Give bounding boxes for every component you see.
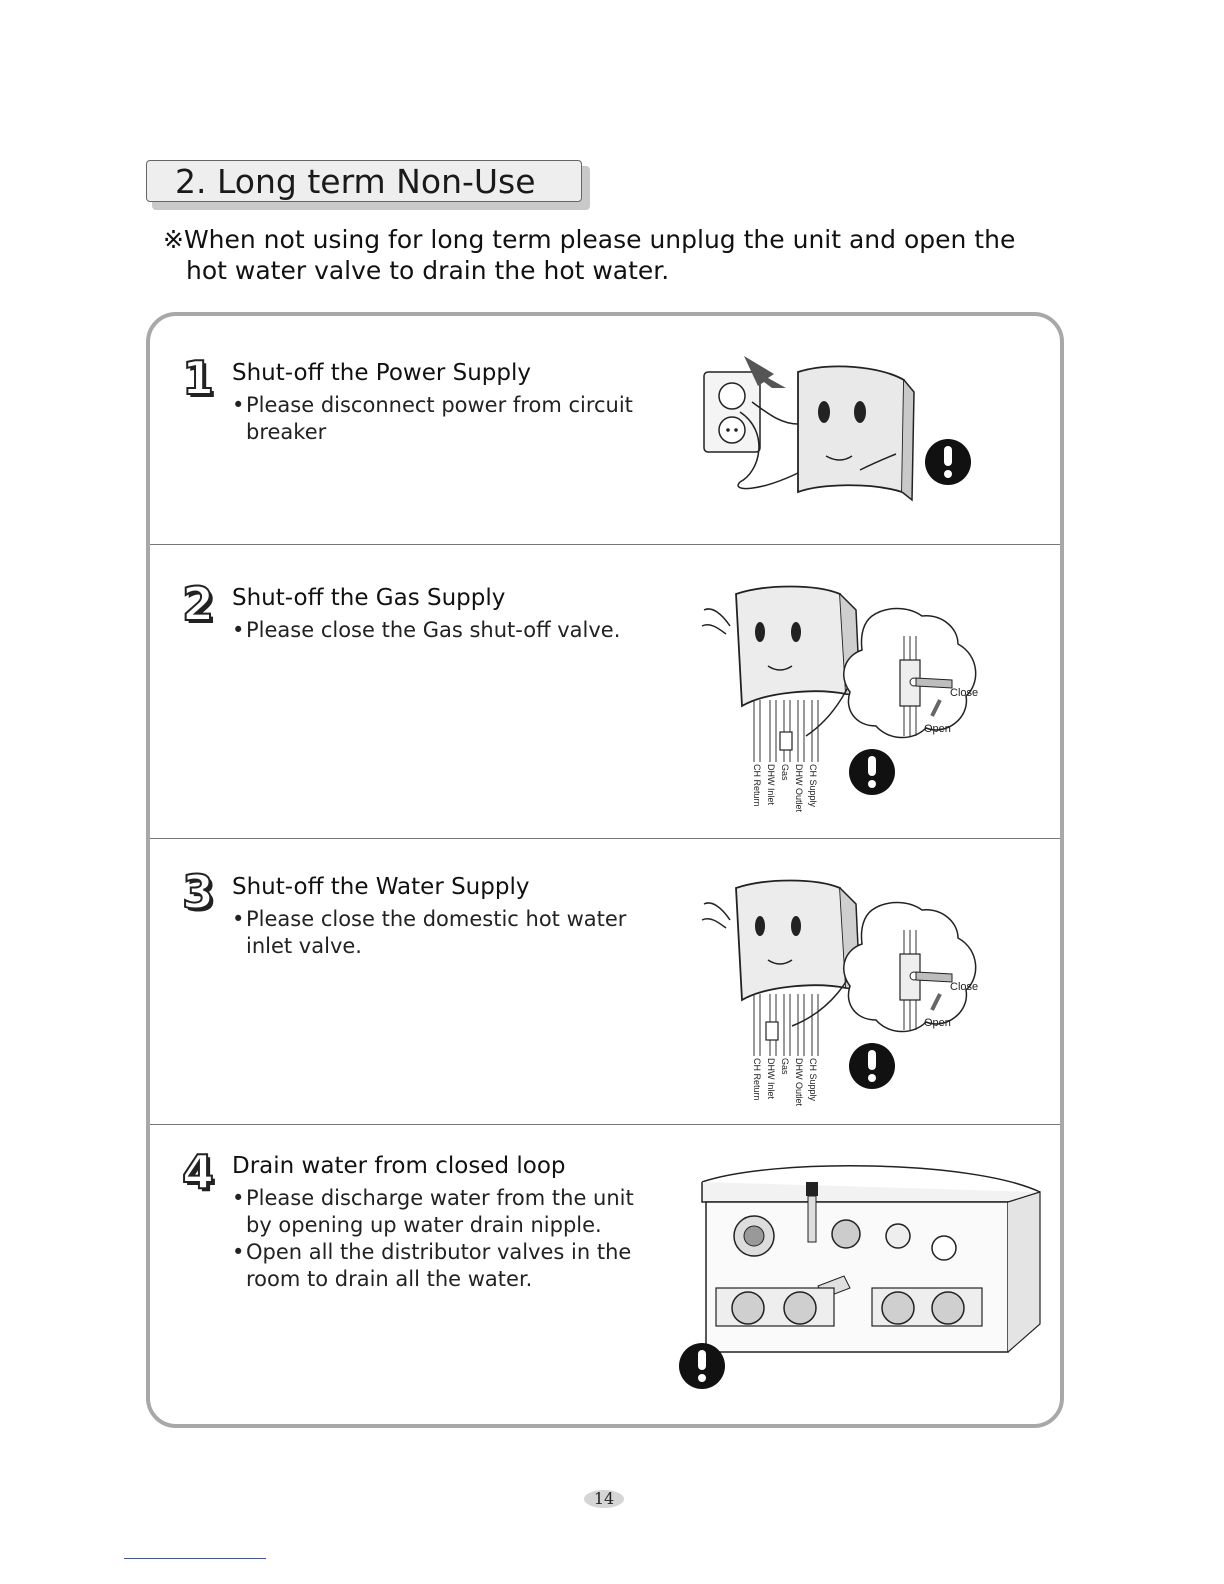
valve-open-label: Open	[924, 723, 951, 735]
step-bullets	[232, 392, 642, 446]
step-title: Drain water from closed loop	[232, 1153, 566, 1179]
boiler-bottom-illustration	[672, 1152, 1044, 1396]
step-bullets	[232, 906, 642, 960]
pipe-label: DHW Inlet	[766, 1058, 776, 1100]
bullet-item: • Please close the Gas shut-off valve.	[232, 617, 642, 644]
bullet-item: • Please discharge water from the unit by opening up water drain nipple.	[232, 1185, 642, 1239]
pipe-label: CH Return	[752, 1058, 762, 1101]
pipe-label: DHW Inlet	[766, 764, 776, 806]
pipe-label: DHW Outlet	[794, 764, 804, 813]
bullet-item: • Please disconnect power from circuit breaker	[232, 392, 642, 446]
bullet-item: • Open all the distributor valves in the room to drain all the water.	[232, 1239, 642, 1293]
step-number: 1	[182, 351, 215, 405]
gas-valve-illustration	[696, 576, 996, 816]
water-valve-illustration	[696, 870, 996, 1110]
valve-open-label: Open	[924, 1017, 951, 1029]
valve-close-label: Close	[950, 981, 979, 993]
intro-line-2: hot water valve to drain the hot water.	[186, 256, 670, 285]
step-divider	[150, 544, 1060, 545]
pipe-label: DHW Outlet	[794, 1058, 804, 1107]
intro-note	[163, 224, 1043, 286]
step-bullets	[232, 617, 642, 644]
unplug-illustration	[700, 352, 980, 502]
bullet-item: • Please close the domestic hot water inlet valve.	[232, 906, 642, 960]
step-number: 4	[182, 1145, 215, 1199]
valve-close-label: Close	[950, 687, 979, 699]
pipe-label: CH Supply	[808, 1058, 818, 1102]
footer-rule	[124, 1558, 266, 1559]
step-bullets	[232, 1185, 642, 1293]
step-divider	[150, 838, 1060, 839]
pipe-label: CH Return	[752, 764, 762, 807]
step-title: Shut-off the Water Supply	[232, 874, 530, 900]
page-number-text: 14	[593, 1489, 615, 1508]
pipe-label: Gas	[780, 764, 790, 781]
step-divider	[150, 1124, 1060, 1125]
page-number	[584, 1488, 624, 1510]
intro-line-1: ※When not using for long term please unplug the unit and open the	[163, 225, 1016, 254]
step-title: Shut-off the Gas Supply	[232, 585, 506, 611]
pipe-label: Gas	[780, 1058, 790, 1075]
pipe-label: CH Supply	[808, 764, 818, 808]
section-title: 2. Long term Non-Use	[146, 160, 582, 202]
step-number: 2	[182, 577, 215, 631]
step-title: Shut-off the Power Supply	[232, 360, 532, 386]
step-number: 3	[182, 865, 215, 919]
section-title-box	[146, 160, 596, 212]
